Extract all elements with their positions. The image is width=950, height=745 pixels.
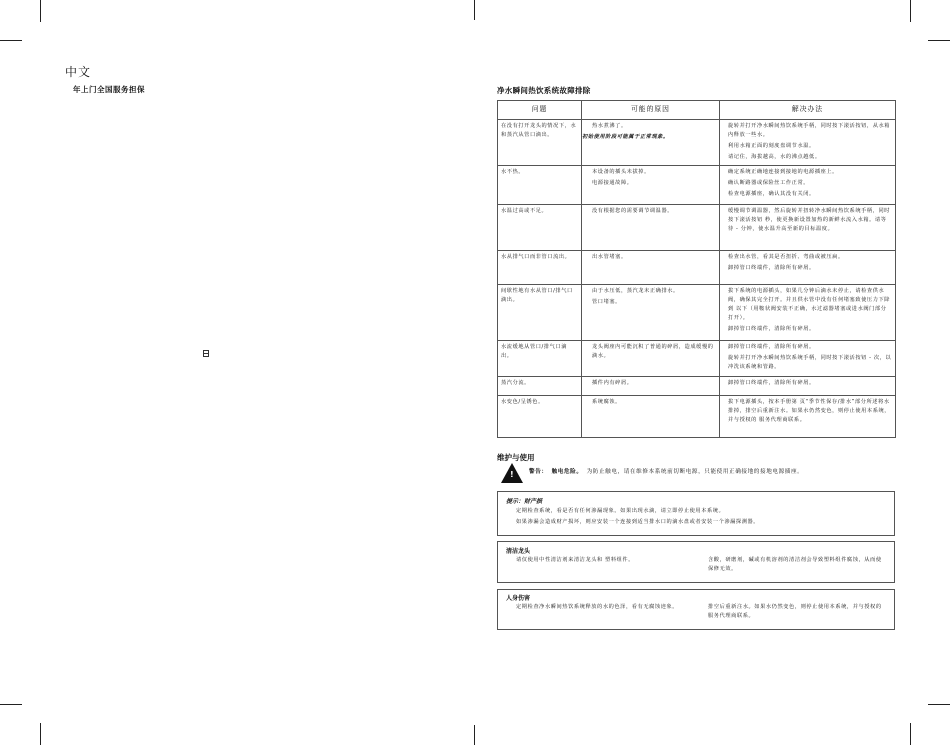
box-heading: 人身伤害 — [506, 595, 531, 602]
solution-line: 卸掉管口终端件，清除所有碎屑。 — [728, 380, 815, 387]
table-row — [498, 205, 896, 251]
solution-cell — [720, 166, 895, 203]
table-row — [498, 166, 896, 205]
crop-mark — [928, 704, 950, 705]
box-heading: 提示：财产损 — [506, 498, 543, 505]
warning-text — [529, 467, 803, 475]
crop-mark — [928, 40, 950, 41]
problem-cell: 水温过高或不足。 — [501, 208, 548, 215]
troubleshooting-table — [497, 100, 896, 438]
table-header-row — [498, 101, 896, 120]
solution-cell — [720, 251, 895, 277]
box-text-left: 请仅使用中性清洁剂来清洁龙头和 塑料组件。 — [516, 557, 634, 563]
cause-cell — [582, 251, 719, 266]
cause-line: 管口堵塞。 — [592, 299, 621, 306]
problem-cell: 水不热。 — [501, 169, 525, 176]
cause-cell — [582, 341, 719, 365]
crop-mark — [40, 723, 41, 745]
warning-exclamation: ! — [510, 470, 514, 479]
cause-line: 本设备的插头未拔掉。 — [592, 169, 650, 176]
problem-cell: 蒸汽分流。 — [501, 380, 530, 387]
solution-line: 检查电源插座，确认其没有关闭。 — [728, 191, 815, 198]
cause-line: 没有根据您的需要调节调温器。 — [592, 208, 674, 215]
solution-cell — [720, 120, 895, 165]
cause-cell — [582, 285, 719, 311]
crop-mark — [474, 0, 475, 20]
crop-mark — [40, 0, 41, 22]
cause-line: 由于水压低，蒸汽龙未正确排水。 — [592, 288, 679, 295]
solution-line: 缓慢调节调温器，然后旋转并扭转净水瞬间热饮系统手柄，同时按下滚活按钮 秒，使更换新设置加热的新鲜水流入水箱。请等待 - 分钟，使水温升高至新的目标温度。 — [728, 208, 891, 233]
problem-cell: 水从排气口而非管口流出。 — [501, 254, 571, 261]
solution-line: 确定系统正确地连接到接地的电源插座上。 — [728, 169, 838, 176]
box-text-left: 定期检查净水瞬间热饮系统释放的水的色泽，看有无腐蚀迹象。 — [516, 604, 679, 610]
solution-line: 卸掉管口终端件，清除所有碎屑。 — [728, 265, 815, 272]
warning-bold: 触电危险。 — [551, 469, 583, 475]
service-guarantee-title: 年上门全国服务担保 — [73, 85, 145, 94]
solution-line: 请记住，海拔越高，水的沸点越低。 — [728, 153, 821, 160]
solution-cell — [720, 377, 895, 392]
cause-line: 龙头阀座内可能沉积了普通的碎屑，造成缓慢的滴水。 — [592, 344, 714, 360]
solution-line: 确认断路器或保险丝工作正常。 — [728, 180, 810, 187]
cause-line: 出水管堵塞。 — [592, 254, 627, 261]
box-text-right: 含酸，研磨剂，碱或有机溶剂的清洁剂会导致塑料组件腐蚀，从而使保修无效。 — [708, 557, 882, 573]
property-damage-box — [497, 491, 895, 536]
cause-line: 热水煮沸了。 — [592, 123, 627, 129]
table-row — [498, 377, 896, 396]
problem-cell: 间歇性地有水从管口/排气口滴出。 — [501, 288, 573, 304]
table-row — [498, 341, 896, 377]
language-heading: 中文 — [65, 65, 92, 79]
table-row — [498, 251, 896, 285]
crop-mark — [474, 725, 475, 745]
personal-injury-box — [497, 589, 895, 630]
problem-cell: 水变色/呈锈色。 — [501, 399, 544, 406]
header-problem: 问题 — [498, 101, 582, 120]
crop-mark — [910, 0, 911, 22]
solution-line: 利用水箱正面的刻度盘调节水温。 — [728, 142, 815, 149]
header-cause: 可能的原因 — [582, 101, 720, 120]
cause-line: 系统腐蚀。 — [592, 399, 621, 406]
box-text-right: 排空后重新注水。如果水仍然变色，则停止使用本系统，并与授权的 服务代理商联系。 — [708, 604, 882, 620]
cause-cell — [582, 396, 719, 411]
cause-line: 电源接通故障。 — [592, 180, 633, 187]
solution-line: 旋转并打开净水瞬间热饮系统手柄，同时按下滚活按钮，从水箱内释放一些水。 — [728, 123, 891, 138]
cause-cell — [582, 205, 719, 220]
solution-line: 拔下系统的电源插头，如果几分钟后滴水未停止，请检查供水阀，确保其完全打开。并且供水管中没有任何堵塞致使压力下降到 以下（用鞍状阀安装不正确，水过滤器堵塞或进水阀门部分打开）。 — [728, 288, 891, 321]
solution-line: 拔下电源插头，按本手册第 页“季节性保存/排水”部分所述将水排掉，排空后重新注水。如果水仍然变色，则停止使用本系统，并与授权的 服务代理商联系。 — [728, 399, 891, 424]
cause-cell — [582, 377, 719, 392]
problem-cell: 在没有打开龙头的情况下，水和蒸汽从管口滴出。 — [501, 123, 577, 138]
header-solution: 解决办法 — [720, 101, 896, 120]
table-row — [498, 396, 896, 438]
solution-line: 检查出水管，看其是否扭折、弯曲或被压扁。 — [728, 254, 844, 261]
warning-label: 警告： — [529, 469, 548, 475]
solution-cell — [720, 285, 895, 337]
box-line: 定期检查系统，看是否有任何渗漏现象。如果出现水滴，请立即停止使用本系统。 — [516, 508, 725, 514]
troubleshooting-title: 净水瞬间热饮系统故障排除 — [497, 86, 591, 95]
cause-line: 插件内有碎屑。 — [592, 380, 633, 387]
cleaning-faucet-box — [497, 541, 895, 583]
crop-mark — [0, 704, 22, 705]
table-row — [498, 285, 896, 341]
problem-cell: 水流缓地从管口/排气口滴出。 — [501, 344, 568, 360]
crop-mark — [910, 723, 911, 745]
cause-cell — [582, 120, 719, 146]
solution-cell — [720, 205, 895, 238]
box-heading: 清洁龙头 — [506, 548, 531, 555]
solution-line: 卸掉管口终端件，清除所有碎屑。 — [728, 325, 815, 332]
box-line: 如果渗漏会造成财产损坏，则应安装一个连接到适当排水口的滴水盘或者安装一个渗漏探测器。 — [516, 519, 760, 525]
solution-line: 卸掉管口终端件，清除所有碎屑。 — [728, 344, 815, 351]
solution-line: 旋转并打开净水瞬间热饮系统手柄，同时按下滚活按钮 - 次，以冲洗该系统和管路。 — [728, 355, 892, 371]
cause-cell — [582, 166, 719, 192]
maintenance-title: 维护与使用 — [497, 453, 535, 462]
table-row — [498, 120, 896, 166]
cause-line: 初始使用阶段可能属于正常现象。 — [582, 133, 669, 140]
solution-cell — [720, 341, 895, 376]
crop-mark — [0, 40, 22, 41]
warning-body: 为防止触电，请在维修本系统前切断电源，只能使用正确接地的接地电源插座。 — [586, 469, 804, 475]
solution-cell — [720, 396, 895, 429]
missing-glyph-icon — [203, 350, 209, 357]
